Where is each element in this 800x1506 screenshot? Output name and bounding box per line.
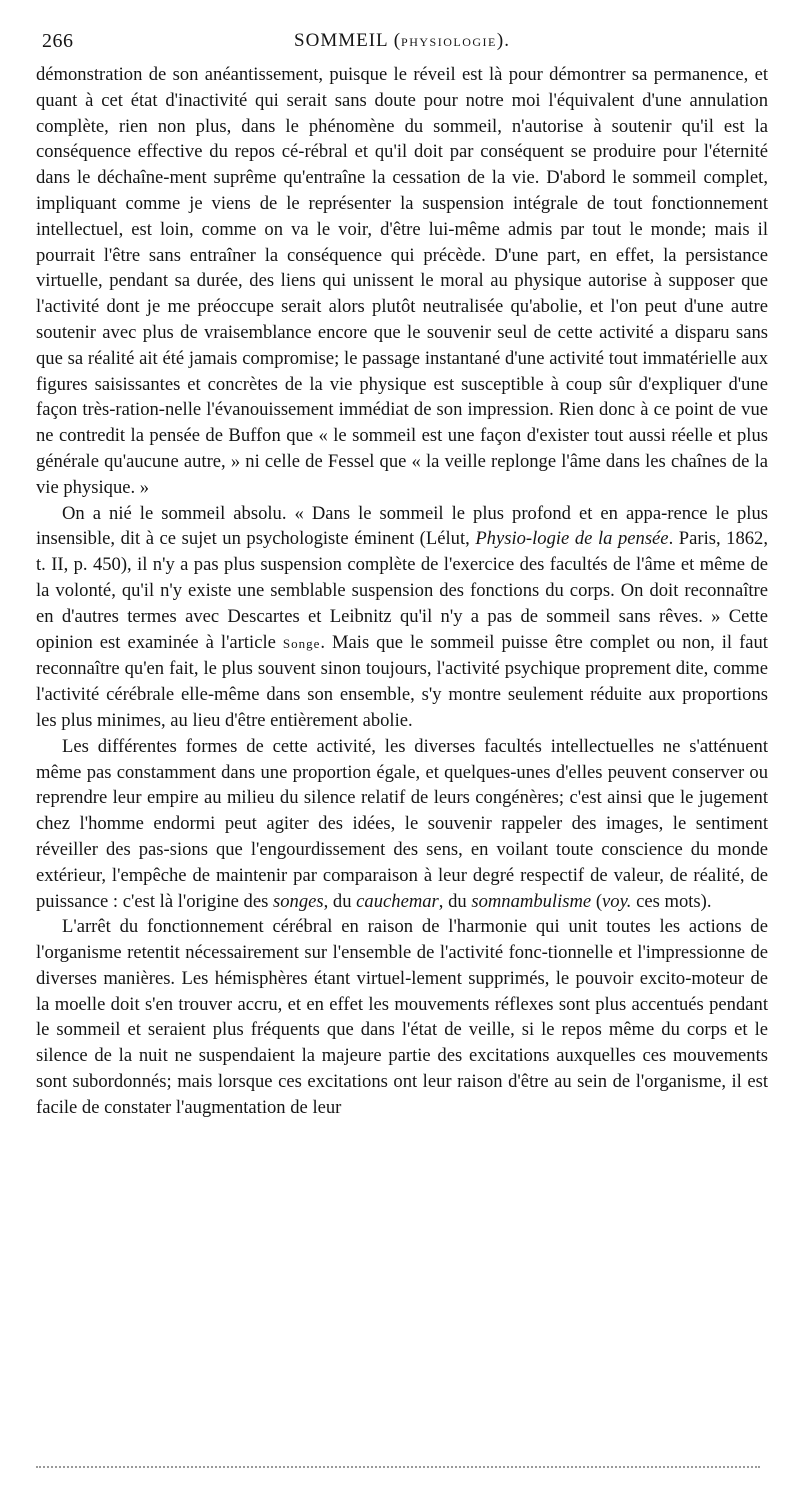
paragraph-3-term-cauchemar: cauchemar — [356, 890, 439, 912]
book-page — [36, 30, 768, 1121]
paragraph-1: démonstration de son anéantissement, puisque le réveil est là pour démontrer sa permanence, et quant à cet état d'inactivité qui serait sans doute pour notre moi l'équivalent d'une annulation complète, rien non plus, dans le phénomène du sommeil, n'autorise à soutenir qu'il est la conséquence effective du repos cé-rébral et qu'il doit par conséquent se produire pour l'éternité dans le déchaîne-ment suprême qu'entraîne la cessation de la vie. D'abord le sommeil complet, impliquant comme je viens de le représenter la suspension intégrale de tout fonctionnement intellectuel, est loin, comme on va le voir, d'être lui-même admis par tout le monde; mais il pourrait l'être sans entraîner la conséquence qui précède. D'une part, en effet, la persistance virtuelle, pendant sa durée, des liens qui unissent le moral au physique autorise à supposer que l'activité dont je me préoccupe serait alors plutôt neutralisée qu'abolie, et l'on peut d'une autre soutenir avec plus de vraisemblance encore que le souvenir seul de cette activité a disparu sans que sa réalité ait été jamais compromise; le passage instantané d'une activité tout immatérielle aux figures saisissantes et concrètes de la vie physique est susceptible à coup sûr d'expliquer d'une façon très-ration-nelle l'évanouissement immédiat de son impression. Rien donc à ce point de vue ne contredit la pensée de Buffon que « le sommeil est une façon d'exister tout aussi réelle et plus générale qu'aucune autre, » ni celle de Fessel que « la veille replonge l'âme dans les chaînes de la vie physique. » — [36, 64, 768, 498]
running-header — [36, 30, 768, 58]
paragraph-3-text-3: , du — [438, 890, 472, 912]
body-text — [36, 62, 768, 1121]
paragraph-3-term-voy: voy. — [602, 890, 632, 912]
paragraph-3-text-1: Les différentes formes de cette activité, les diverses facultés intellectuelles ne s'atténuent même pas constamment dans une proportion égale, et quelques-unes d'elles peuvent conserver ou reprendre leur empire au milieu du silence relatif de leurs congénères; c'est ainsi que le jugement chez l'homme endormi peut agiter des idées, le souvenir rappeler des images, le sentiment réveiller des pas-sions que l'engourdissement des sens, en voilant toute conscience du monde extérieur, l'empêche de maintenir par comparaison à leur degré respectif de valeur, de réalité, de puissance : c'est là l'origine des — [36, 735, 768, 912]
running-title — [36, 30, 768, 52]
paragraph-2-text-1: On a nié le sommeil absolu. « Dans le sommeil le plus profond et en appa-rence le plus insensible, dit à ce sujet un psychologiste éminent (Lélut, — [36, 502, 768, 550]
paragraph-3 — [36, 734, 768, 915]
running-title-subtitle: PHYSIOLOGIE — [401, 35, 497, 49]
paragraph-2-book-title: Physio-logie de la pensée — [475, 528, 669, 550]
paragraph-2-cross-reference: Songe — [282, 635, 321, 651]
paragraph-2 — [36, 501, 768, 734]
paragraph-3-term-songes: songes — [273, 890, 324, 912]
running-title-open: ( — [387, 30, 402, 51]
paragraph-3-text-2: , du — [323, 890, 357, 912]
paragraph-4: L'arrêt du fonctionnement cérébral en raison de l'harmonie qui unit toutes les actions de l'organisme retentit nécessairement sur l'ensemble de l'activité fonc-tionnelle et l'impressionne de diverses manières. Les hémisphères étant virtuel-lement supprimés, le pouvoir excito-moteur de la moelle doit s'en trouver accru, et en effet les mouvements réflexes sont plus accentués pendant le sommeil et seraient plus fréquents que dans l'état de veille, si le repos même du corps et le silence de la nuit ne suspendaient la majeure partie des excitations auxquelles ces mouvements sont subordonnés; mais lorsque ces excitations ont leur raison d'être au sein de l'organisme, il est facile de constater l'augmentation de leur — [36, 916, 768, 1118]
paragraph-3-text-4: ( — [591, 890, 603, 912]
paragraph-3-term-somnambulisme: somnambulisme — [471, 890, 592, 912]
running-title-close: ). — [496, 30, 510, 51]
footer-rule — [36, 1466, 760, 1468]
paragraph-2-text-2: . Paris, 1862, t. II, p. 450), il n'y a pas plus suspension complète de l'exercice des facultés de l'âme et même de la volonté, qu'il n'y existe une semblable suspension des fonctions du corps. On doit reconnaître en d'autres termes avec Descartes et Leibnitz qu'il n'y a pas de sommeil sans rêves. » Cette opinion est examinée à l'article — [36, 528, 769, 653]
paragraph-3-text-5: ces mots). — [631, 890, 712, 912]
paragraph-2-text-3: . Mais que le sommeil puisse être complet ou non, il faut reconnaître qu'en fait, le plus souvent sinon toujours, l'activité psychique proprement dite, comme l'activité cérébrale elle-même dans son ensemble, s'y montre seulement réduite aux proportions les plus minimes, au lieu d'être entièrement abolie. — [36, 631, 768, 731]
page-number: 266 — [42, 30, 74, 52]
running-title-main: SOMMEIL — [294, 30, 388, 51]
